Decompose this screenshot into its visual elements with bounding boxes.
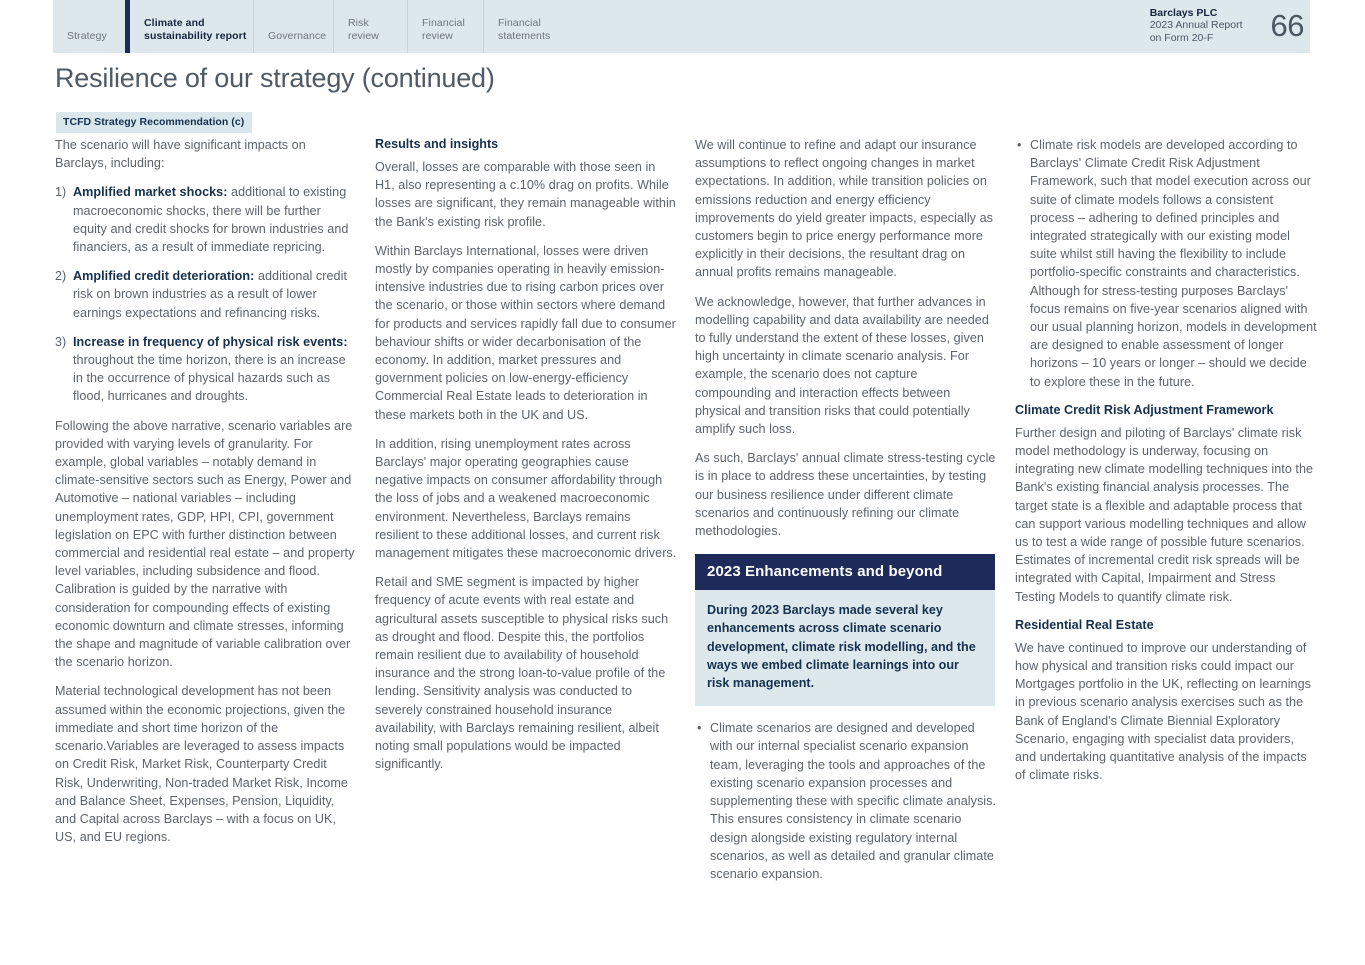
tab-strategy[interactable] bbox=[53, 0, 125, 53]
list-item-text: additional to existing macroeconomic shocks, there will be further equity and credit shocks for brown industries and financiers, as a result of immediate repricing. bbox=[73, 185, 349, 255]
list-item-lead: Amplified credit deterioration: bbox=[73, 269, 255, 284]
tab-climate-label-line2: sustainability report bbox=[144, 29, 247, 42]
list-item bbox=[55, 267, 357, 322]
tab-financial-statements-line1: Financial bbox=[498, 17, 541, 29]
tab-climate-and-sustainability-report[interactable] bbox=[125, 0, 253, 53]
tab-financial-review-line2: review bbox=[422, 29, 453, 42]
column-3 bbox=[695, 136, 997, 894]
header-tab-list bbox=[53, 0, 575, 53]
list-item-lead: Amplified market shocks: bbox=[73, 185, 228, 200]
tab-financial-review[interactable] bbox=[407, 0, 483, 53]
column3-bullet-list bbox=[695, 719, 997, 883]
column-4 bbox=[1015, 136, 1317, 894]
column-1 bbox=[55, 136, 357, 894]
tcfd-strategy-recommendation-badge: TCFD Strategy Recommendation (c) bbox=[56, 112, 252, 133]
brand-name: Barclays PLC bbox=[1149, 6, 1218, 19]
column2-paragraph-1: Overall, losses are comparable with those seen in H1, also representing a c.10% drag on profits. While losses are significant, they remain manageable within the Bank's existing risk profile. bbox=[375, 160, 676, 229]
list-item bbox=[695, 719, 997, 883]
list-item bbox=[55, 183, 357, 256]
bullet-text: Climate scenarios are designed and developed with our internal specialist scenario expansion team, leveraging the tools and approaches of the existing scenario expansion processes and supplementing these with specific climate analysis. This ensures consistency in climate scenario design alongside existing regulatory internal scenarios, as well as detailed and granular climate scenario expansion. bbox=[710, 721, 997, 881]
header-report-meta bbox=[1150, 0, 1310, 53]
content-columns bbox=[55, 136, 1317, 894]
callout-heading: 2023 Enhancements and beyond bbox=[695, 554, 995, 590]
column1-numbered-list bbox=[55, 183, 357, 405]
tab-financial-statements-label bbox=[498, 17, 550, 42]
tab-risk-review-label bbox=[348, 17, 379, 42]
bullet-text: Climate risk models are developed according to Barclays' Climate Credit Risk Adjustment Framework, such that model execution across our suite of climate models follows a consistent process – adhering to defined principles and integrated strategically with our existing model suite whilst still having the flexibility to include portfolio-specific constraints and characteristics. Although for stress-testing purposes Barclays' focus remains on five-year scenarios aligned with our usual planning horizon, models in development are designed to enable assessment of longer horizons – 10 years or longer – should we decide to explore these in the future. bbox=[1030, 138, 1317, 389]
results-and-insights-heading: Results and insights bbox=[375, 137, 499, 151]
bullet-icon: • bbox=[697, 721, 702, 736]
column4-paragraph-1: Further design and piloting of Barclays' climate risk model methodology is underway, focusing on integrating new climate modelling techniques into the Bank's existing financial analysis processes. The target state is a flexible and adaptable process that can support various modelling techniques and allow us to test a wide range of possible future scenarios. Estimates of incremental credit risk spreads will be integrated with Capital, Impairment and Stress Testing Models to quantify climate risk. bbox=[1015, 425, 1314, 604]
climate-credit-risk-framework-heading: Climate Credit Risk Adjustment Framework bbox=[1015, 402, 1274, 417]
report-title-line2: on Form 20-F bbox=[1149, 31, 1214, 44]
tab-risk-review-line2: review bbox=[348, 29, 379, 42]
list-marker: 2) bbox=[55, 269, 67, 284]
list-item-lead: Increase in frequency of physical risk events: bbox=[73, 334, 348, 349]
column4-bullet-list bbox=[1015, 136, 1317, 391]
column4-paragraph-2: We have continued to improve our understanding of how physical and transition risks could impact our Mortgages portfolio in the UK, reflecting on learnings in previous scenario analysis exercises such as the Bank of England's Climate Biennial Exploratory Scenario, engaging with specialist data providers, and undertaking quantitative analysis of the impacts of climate risks. bbox=[1015, 640, 1312, 783]
tab-climate-label bbox=[144, 17, 246, 42]
list-marker: 3) bbox=[55, 334, 67, 349]
column2-paragraph-4: Retail and SME segment is impacted by higher frequency of acute events with real estate and agricultural assets susceptible to physical risks such as drought and flood. Despite this, the portfolios remain resilient due to availability of household insurance and the strong loan-to-value profile of the lending. Sensitivity analysis was conducted to severely constrained household insurance availability, with Barclays remaining resilient, albeit noting small populations would be impacted significantly. bbox=[375, 575, 669, 772]
tab-risk-review[interactable] bbox=[333, 0, 407, 53]
tab-governance-label: Governance bbox=[268, 29, 327, 42]
residential-real-estate-heading: Residential Real Estate bbox=[1015, 617, 1154, 632]
column-2 bbox=[375, 136, 677, 894]
column3-paragraph-3: As such, Barclays' annual climate stress-testing cycle is in place to address these uncertainties, by testing our business resilience under different climate scenarios and continuously refining our climate methodologies. bbox=[695, 451, 996, 539]
column3-paragraph-2: We acknowledge, however, that further advances in modelling capability and data availability are needed to fully understand the extent of these losses, given high uncertainty in climate scenario analysis. For example, the scenario does not capture compounding and interaction effects between physical and transition risks that could potentially amplify such loss. bbox=[695, 294, 989, 437]
report-meta-text bbox=[1150, 7, 1243, 47]
tab-financial-review-line1: Financial bbox=[422, 17, 465, 29]
list-item-text: throughout the time horizon, there is an increase in the occurrence of physical hazards such as flood, hurricanes and droughts. bbox=[73, 353, 346, 404]
column1-intro: The scenario will have significant impacts on Barclays, including: bbox=[55, 138, 306, 171]
tab-financial-review-label bbox=[422, 17, 465, 42]
tab-financial-statements[interactable] bbox=[483, 0, 575, 53]
tab-governance[interactable] bbox=[253, 0, 333, 53]
column2-paragraph-3: In addition, rising unemployment rates across Barclays' major operating geographies cause negative impacts on consumer affordability through the loss of jobs and a weakened macroeconomic environment. Nevertheless, Barclays remains resilient to these additional losses, and current risk management mitigates these macroeconomic drivers. bbox=[375, 436, 677, 561]
page-number: 66 bbox=[1270, 8, 1304, 43]
column3-paragraph-1: We will continue to refine and adapt our insurance assumptions to reflect ongoing changes in market expectations. In addition, while transition policies on emissions reduction and energy efficiency improvements do yield greater impacts, especially as customers begin to price energy performance more explicitly in their decisions, the resultant drag on annual profits remains manageable. bbox=[695, 138, 993, 280]
page-title: Resilience of our strategy (continued) bbox=[55, 63, 495, 93]
column1-paragraph-3: Material technological development has not been assumed within the economic projections, given the immediate and short time horizon of the scenario.Variables are leveraged to assess impacts on Credit Risk, Market Risk, Counterparty Credit Risk, Underwriting, Non-traded Market Risk, Income and Balance Sheet, Expenses, Pension, Liquidity, and Capital across Barclays – with a focus on UK, US, and EU regions. bbox=[55, 684, 348, 845]
tab-financial-statements-line2: statements bbox=[498, 29, 551, 42]
column1-paragraph-2: Following the above narrative, scenario variables are provided with varying levels of granularity. For example, global variables – notably demand in climate-sensitive sectors such as Energy, Power and Automotive – national variables – including unemployment rates, GDP, HPI, CPI, government legislation on EPC with further distinction between commercial and residential real estate – and property level variables, including subsidence and flood. Calibration is guided by the narrative with consideration for compounding effects of existing economic downturn and climate stresses, informing the shape and magnitude of variable calibration over the scenario horizon. bbox=[55, 418, 355, 670]
list-item bbox=[55, 333, 357, 406]
tab-climate-label-line1: Climate and bbox=[144, 17, 205, 29]
enhancements-callout bbox=[695, 554, 995, 706]
list-item-text: additional credit risk on brown industries as a result of lower earnings expectations and refinancing risks. bbox=[73, 269, 348, 320]
bullet-icon: • bbox=[1017, 138, 1022, 152]
list-marker: 1) bbox=[55, 185, 67, 200]
tab-strategy-label: Strategy bbox=[67, 29, 107, 42]
header-nav-band bbox=[53, 0, 1310, 53]
column2-paragraph-2: Within Barclays International, losses were driven mostly by companies operating in heavily emission-intensive industries due to rising carbon prices over the scenario, or those within sectors where demand for products and services rapidly fall due to consumer behaviour shifts or wider decarbonisation of the economy. In addition, market pressures and government policies on low-energy-efficiency Commercial Real Estate leads to deterioration in these markets both in the UK and US. bbox=[375, 243, 676, 422]
callout-body: During 2023 Barclays made several key enhancements across climate scenario development, climate risk modelling, and the ways we embed climate learnings into our risk management. bbox=[695, 590, 995, 706]
report-title-line1: 2023 Annual Report bbox=[1149, 19, 1243, 32]
tab-risk-review-line1: Risk bbox=[348, 17, 369, 29]
list-item bbox=[1015, 136, 1317, 391]
